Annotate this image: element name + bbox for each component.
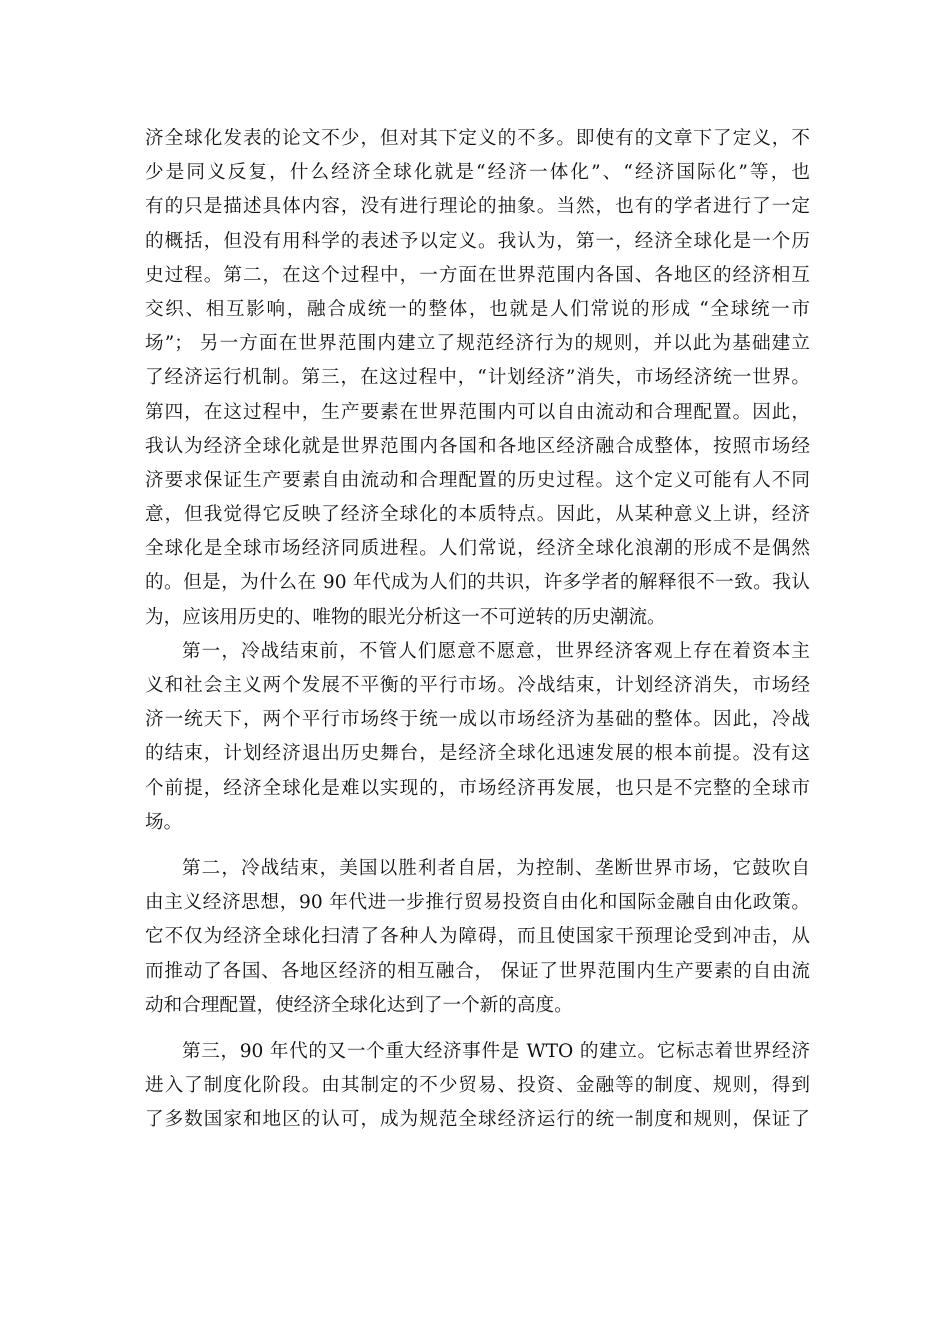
text-line: 全球化是全球市场经济同质进程。人们常说，经济全球化浪潮的形成不是偶然 [145,538,810,560]
paragraph [145,635,810,840]
text-line: 个前提，经济全球化是难以实现的，市场经济再发展，也只是不完整的全球市 [145,777,810,799]
paragraph-spacer [145,1023,810,1035]
text-line: 由主义经济思想，90 年代进一步推行贸易投资自由化和国际金融自由化政策。 [145,892,810,914]
text-line: 它不仅为经济全球化扫清了各种人为障碍，而且使国家干预理论受到冲击，从 [145,926,810,948]
document-body [145,122,810,1137]
text-line: 进入了制度化阶段。由其制定的不少贸易、投资、金融等的制度、规则，得到 [145,1075,810,1097]
text-line: 济全球化发表的论文不少，但对其下定义的不多。即使有的文章下了定义，不 [145,128,810,149]
text-line: 第三，90 年代的又一个重大经济事件是 WTO 的建立。它标志着世界经济 [182,1040,810,1062]
text-line: 我认为经济全球化就是世界范围内各国和各地区经济融合成整体，按照市场经 [145,435,810,457]
paragraph [145,122,810,635]
text-line: 济一统天下，两个平行市场终于统一成以市场经济为基础的整体。因此，冷战 [145,709,810,731]
text-line: 第二，冷战结束，美国以胜利者自居，为控制、垄断世界市场，它鼓吹自 [182,857,810,879]
text-line: 而推动了各国、各地区经济的相互融合， 保证了世界范围内生产要素的自由流 [145,960,810,982]
text-line: 意，但我觉得它反映了经济全球化的本质特点。因此，从某种意义上讲，经济 [145,504,810,526]
text-line: 场。 [145,811,183,833]
paragraph [145,852,810,1023]
text-line: 动和合理配置，使经济全球化达到了一个新的高度。 [145,994,573,1016]
paragraph-spacer [145,840,810,852]
text-line: 义和社会主义两个发展不平衡的平行市场。冷战结束，计划经济消失，市场经 [145,675,810,696]
text-line: 了经济运行机制。第三，在这过程中，“计划经济”消失，市场经济统一世界。 [145,367,810,389]
text-line: 有的只是描述具体内容，没有进行理论的抽象。当然，也有的学者进行了一定 [145,196,810,218]
text-line: 的结束，计划经济退出历史舞台，是经济全球化迅速发展的根本前提。没有这 [145,743,810,765]
text-line: 第四，在这过程中，生产要素在世界范围内可以自由流动和合理配置。因此， [145,401,810,423]
text-line: 了多数国家和地区的认可，成为规范全球经济运行的统一制度和规则，保证了 [145,1109,810,1131]
text-line: 的概括，但没有用科学的表述予以定义。我认为，第一，经济全球化是一个历 [145,230,810,252]
text-line: 少是同义反复，什么经济全球化就是“经济一体化”、“经济国际化”等，也 [145,162,810,184]
text-line: 的。但是，为什么在 90 年代成为人们的共识，许多学者的解释很不一致。我认 [145,572,810,594]
text-line: 场”； 另一方面在世界范围内建立了规范经济行为的规则，并以此为基础建立 [145,333,810,355]
text-line: 为，应该用历史的、唯物的眼光分析这一不可逆转的历史潮流。 [145,606,666,628]
text-line: 史过程。第二，在这个过程中，一方面在世界范围内各国、各地区的经济相互 [145,264,810,286]
paragraph [145,1035,810,1138]
text-line: 济要求保证生产要素自由流动和合理配置的历史过程。这个定义可能有人不同 [145,469,810,491]
text-line: 交织、相互影响，融合成统一的整体，也就是人们常说的形成 “全球统一市 [145,298,810,320]
text-line: 第一，冷战结束前，不管人们愿意不愿意，世界经济客观上存在着资本主 [182,640,810,662]
